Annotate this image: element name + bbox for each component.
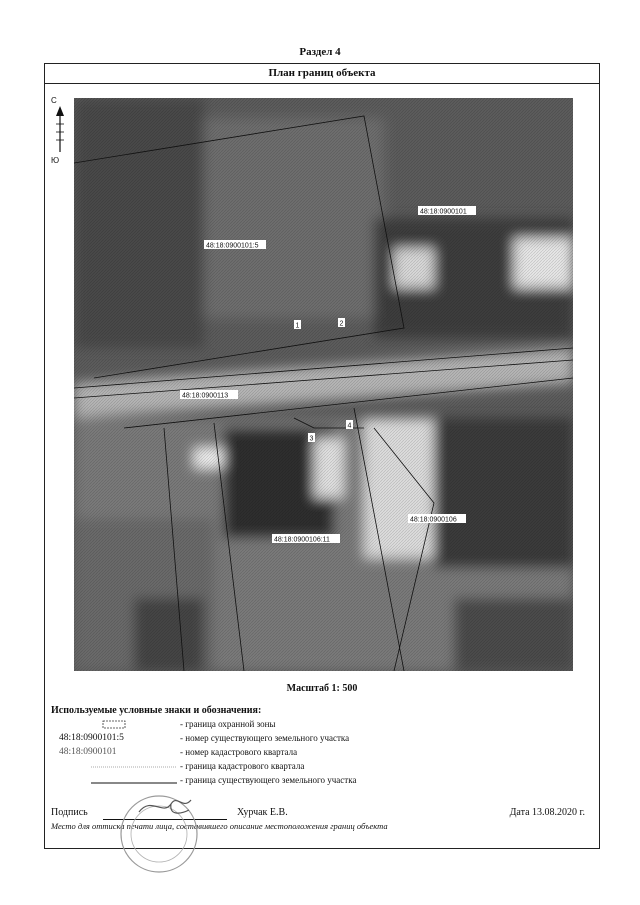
legend-parcel-number-example: 48:18:0900101:5 (59, 733, 124, 743)
point-label-1: 1 (295, 322, 300, 330)
plan-title: План границ объекта (45, 64, 599, 84)
signature-label: Подпись (51, 807, 88, 818)
protection-zone-symbol (51, 719, 179, 731)
seal-stamp (111, 786, 211, 876)
stamp-note: Место для оттиска печати лица, составившего описание местоположения границ объекта (51, 821, 388, 831)
compass-north: С (51, 96, 57, 105)
signer-name: Хурчак Е.В. (237, 807, 288, 818)
point-label-3: 3 (309, 435, 314, 443)
compass-south: Ю (51, 156, 60, 165)
plan-frame: План границ объекта С Ю 48:18:0900101:5 48:18:0900101 48:18:0900113 48:18:0900106 48:18:0900106:11 1 2 3 4 Масштаб 1: 500 Используемые условные знаки и обозначения: - граница охранной зоны 48:18:0900101:5 - номер существующего земельного участка 48:18:0900101 - номер кадастрового квартала - граница кадастрового квартала - граница существующего земельного участка Подпись Хурчак Е.В. Дата 13.08.2020 г. Место для оттиска печати лица, составившего описание местоположения границ объекта (44, 63, 600, 849)
quarter-label-106: 48:18:0900106 (410, 516, 457, 524)
signature-date: Дата 13.08.2020 г. (509, 807, 585, 818)
cadastral-map (74, 98, 573, 671)
compass (51, 96, 69, 166)
quarter-boundary-symbol (51, 761, 179, 773)
section-title: Раздел 4 (299, 46, 341, 58)
legend-title: Используемые условные знаки и обозначения: (51, 705, 262, 716)
point-label-2: 2 (339, 320, 344, 328)
quarter-label-113: 48:18:0900113 (182, 392, 229, 400)
quarter-label-101: 48:18:0900101 (420, 208, 467, 216)
map-scale: Масштаб 1: 500 (286, 683, 358, 694)
parcel-label-5: 48:18:0900101:5 (206, 242, 259, 250)
point-label-4: 4 (347, 422, 352, 430)
legend-quarter-number-example: 48:18:0900101 (59, 747, 117, 757)
parcel-label-106-11: 48:18:0900106:11 (274, 536, 330, 544)
map-svg (74, 98, 573, 671)
north-arrow-icon (51, 106, 69, 154)
